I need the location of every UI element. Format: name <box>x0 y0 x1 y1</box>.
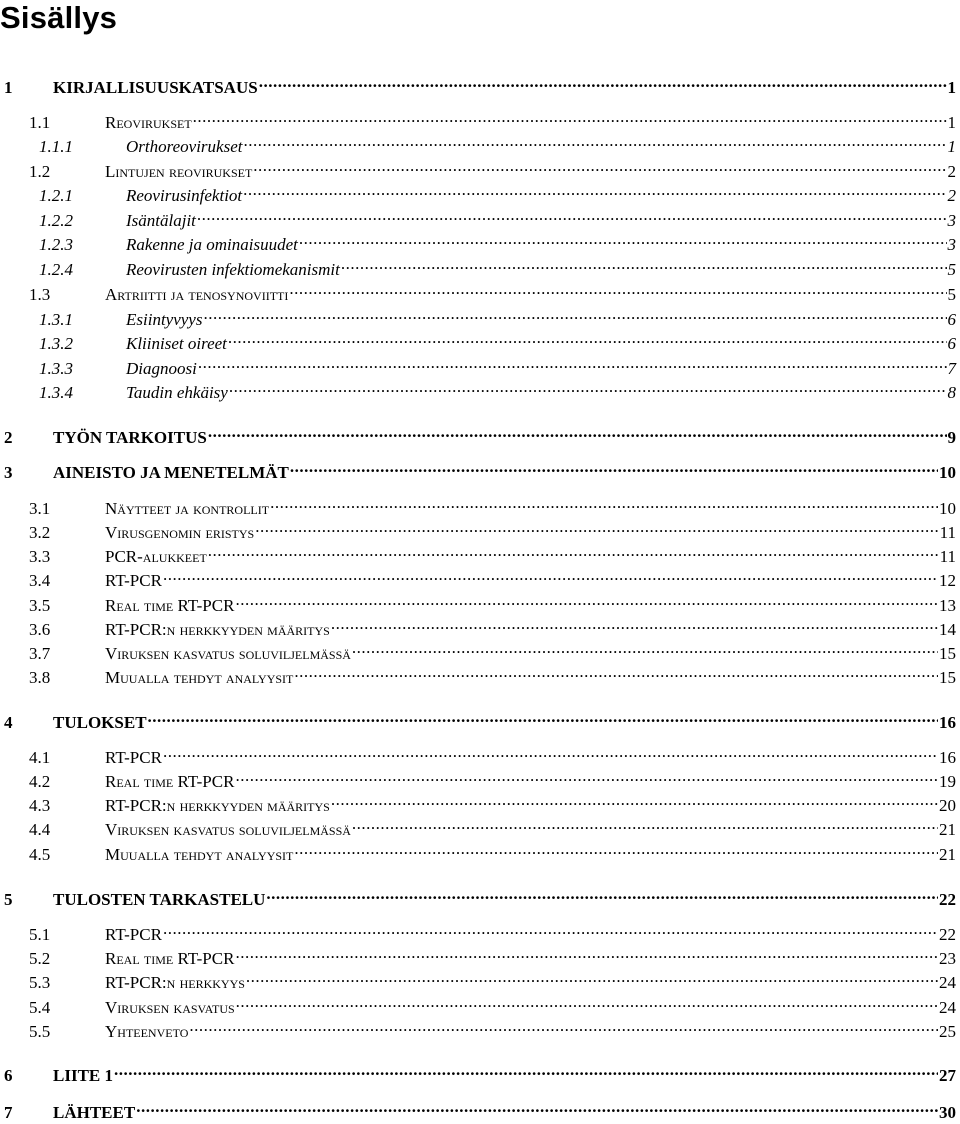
toc-entry-number: 1.3.2 <box>39 334 73 353</box>
toc-entry-number: 1.2.3 <box>39 235 73 254</box>
toc-entry-page-number: 8 <box>947 383 956 402</box>
toc-entry-number: 4.2 <box>29 772 51 791</box>
toc-entry[interactable] <box>29 838 956 866</box>
toc-entry-number: 2 <box>4 428 13 447</box>
toc-entry-page-number: 6 <box>947 310 956 329</box>
toc-entry-number: 3.4 <box>29 571 51 590</box>
toc-entry-page-number: 1 <box>947 137 956 156</box>
dot-leader <box>290 456 938 478</box>
toc-entry-number: 3.2 <box>29 523 51 542</box>
toc-entry-page-number: 25 <box>939 1022 956 1041</box>
toc-entry-page-number: 5 <box>947 260 956 279</box>
dot-leader <box>189 1015 938 1037</box>
toc-entry-number: 1.2 <box>29 162 51 181</box>
toc-entry-number: 4 <box>4 713 13 732</box>
toc-entry-title: RT-PCR:n herkkyyden määritys <box>105 796 330 815</box>
toc-entry-page-number: 1 <box>947 78 956 97</box>
toc-entry-page-number: 5 <box>947 285 956 304</box>
dot-leader <box>235 942 938 964</box>
toc-entry-title: LÄHTEET <box>53 1103 136 1122</box>
dot-leader <box>352 813 938 835</box>
dot-leader <box>246 966 938 988</box>
toc-entry-number: 1.3.4 <box>39 383 73 402</box>
toc-entry-title: Kliiniset oireet <box>126 334 227 353</box>
toc-entry-title: Diagnoosi <box>126 359 197 378</box>
toc-entry-number: 5 <box>4 890 13 909</box>
dot-leader <box>197 204 947 226</box>
toc-entry-number: 1.1 <box>29 113 51 132</box>
dot-leader <box>352 637 938 659</box>
toc-entry-page-number: 16 <box>939 748 956 767</box>
dot-leader <box>229 376 947 398</box>
toc-entry-title: Real time RT-PCR <box>105 772 235 791</box>
dot-leader <box>114 1059 938 1081</box>
dot-leader <box>253 155 946 177</box>
toc-entry[interactable] <box>4 706 956 734</box>
toc-entry-number: 7 <box>4 1103 13 1122</box>
toc-entry-page-number: 1 <box>947 113 956 132</box>
toc-entry-page-number: 7 <box>947 359 956 378</box>
toc-entry-number: 1.3.1 <box>39 310 73 329</box>
toc-entry-title: RT-PCR <box>105 748 162 767</box>
toc-entry[interactable] <box>39 179 956 207</box>
toc-entry-number: 4.5 <box>29 845 51 864</box>
dot-leader <box>243 130 946 152</box>
toc-entry[interactable] <box>39 376 956 404</box>
toc-entry[interactable] <box>29 564 956 592</box>
toc-entry-title: Lintujen reovirukset <box>105 162 253 181</box>
toc-entry-page-number: 2 <box>947 162 956 181</box>
toc-entry-title: Orthoreovirukset <box>126 137 243 156</box>
toc-entry-page-number: 22 <box>939 890 956 909</box>
toc-entry[interactable] <box>4 421 956 449</box>
toc-entry-title: Taudin ehkäisy <box>126 383 228 402</box>
toc-entry-page-number: 6 <box>947 334 956 353</box>
toc-entry-title: Reovirusinfektiot <box>126 186 243 205</box>
dot-leader <box>148 706 938 728</box>
toc-entry-title: Yhteenveto <box>105 1022 189 1041</box>
toc-entry[interactable] <box>4 883 956 911</box>
toc-entry[interactable] <box>39 327 956 355</box>
toc-entry-title: Rakenne ja ominaisuudet <box>126 235 298 254</box>
toc-entry-number: 4.1 <box>29 748 51 767</box>
toc-entry-title: Virusgenomin eristys <box>105 523 255 542</box>
toc-entry-number: 5.4 <box>29 998 51 1017</box>
toc-entry-page-number: 3 <box>947 235 956 254</box>
dot-leader <box>294 661 938 683</box>
toc-entry-page-number: 11 <box>939 547 956 566</box>
toc-entry-page-number: 20 <box>939 796 956 815</box>
toc-entry-title: TULOSTEN TARKASTELU <box>53 890 266 909</box>
toc-entry-title: Muualla tehdyt analyysit <box>105 668 294 687</box>
dot-leader <box>163 564 938 586</box>
toc-entry-page-number: 11 <box>939 523 956 542</box>
toc-entry-title: Real time RT-PCR <box>105 949 235 968</box>
dot-leader <box>243 179 946 201</box>
toc-entry-number: 1.2.1 <box>39 186 73 205</box>
toc-entry-title: KIRJALLISUUSKATSAUS <box>53 78 258 97</box>
toc-entry-page-number: 27 <box>939 1066 956 1085</box>
toc-entry-page-number: 3 <box>947 211 956 230</box>
dot-leader <box>236 991 938 1013</box>
toc-entry-title: Muualla tehdyt analyysit <box>105 845 294 864</box>
toc-entry-title: Viruksen kasvatus soluviljelmässä <box>105 820 351 839</box>
toc-entry-number: 1.2.2 <box>39 211 73 230</box>
toc-entry-page-number: 21 <box>939 845 956 864</box>
dot-leader <box>259 71 947 93</box>
toc-entry-page-number: 9 <box>947 428 956 447</box>
toc-entry-title: TULOKSET <box>53 713 147 732</box>
dot-leader <box>208 540 939 562</box>
toc-entry[interactable] <box>4 71 956 99</box>
dot-leader <box>289 278 946 300</box>
toc-entry-number: 3.5 <box>29 596 51 615</box>
toc-entry-number: 1.1.1 <box>39 137 73 156</box>
toc-entry[interactable] <box>29 278 956 306</box>
toc-entry-page-number: 24 <box>939 973 956 992</box>
toc-entry-number: 3.6 <box>29 620 51 639</box>
toc-entry-title: AINEISTO JA MENETELMÄT <box>53 463 289 482</box>
toc-entry-page-number: 24 <box>939 998 956 1017</box>
toc-entry-page-number: 10 <box>939 499 956 518</box>
dot-leader <box>208 421 947 443</box>
dot-leader <box>299 228 947 250</box>
toc-entry-title: Esiintyvyys <box>126 310 203 329</box>
toc-entry-title: RT-PCR:n herkkyys <box>105 973 245 992</box>
toc-entry-number: 5.2 <box>29 949 51 968</box>
toc-entry-page-number: 19 <box>939 772 956 791</box>
toc-entry-title: RT-PCR <box>105 925 162 944</box>
toc-entry-page-number: 10 <box>939 463 956 482</box>
toc-entry-page-number: 2 <box>947 186 956 205</box>
dot-leader <box>266 883 938 905</box>
toc-entry-number: 3.8 <box>29 668 51 687</box>
dot-leader <box>331 789 938 811</box>
toc-entry[interactable] <box>29 1015 956 1043</box>
toc-entry-number: 1.3.3 <box>39 359 73 378</box>
toc-entry[interactable] <box>4 1096 956 1124</box>
toc-entry-number: 1.3 <box>29 285 51 304</box>
toc-entry-title: Näytteet ja kontrollit <box>105 499 270 518</box>
toc-entry-page-number: 15 <box>939 644 956 663</box>
toc-entry[interactable] <box>29 966 956 994</box>
dot-leader <box>228 327 947 349</box>
toc-entry-title: Viruksen kasvatus <box>105 998 235 1017</box>
dot-leader <box>331 613 938 635</box>
toc-entry-title: PCR-alukkeet <box>105 547 207 566</box>
toc-entry-page-number: 23 <box>939 949 956 968</box>
dot-leader <box>235 589 938 611</box>
toc-entry-page-number: 15 <box>939 668 956 687</box>
toc-entry-page-number: 13 <box>939 596 956 615</box>
toc-entry[interactable] <box>39 228 956 256</box>
toc-entry[interactable] <box>29 813 956 841</box>
toc-entry-title: Isäntälajit <box>126 211 196 230</box>
dot-leader <box>294 838 938 860</box>
toc-entry-number: 1 <box>4 78 13 97</box>
dot-leader <box>203 303 946 325</box>
toc-entry-number: 3.1 <box>29 499 51 518</box>
toc-entry-page-number: 30 <box>939 1103 956 1122</box>
toc-entry-number: 5.3 <box>29 973 51 992</box>
toc-entry[interactable] <box>29 661 956 689</box>
dot-leader <box>163 918 938 940</box>
toc-entry-number: 3 <box>4 463 13 482</box>
dot-leader <box>255 516 938 538</box>
toc-entry[interactable] <box>39 130 956 158</box>
toc-entry-page-number: 16 <box>939 713 956 732</box>
toc-entry[interactable] <box>4 456 956 484</box>
toc-entry-number: 1.2.4 <box>39 260 73 279</box>
toc-entry-title: Reovirusten infektiomekanismit <box>126 260 340 279</box>
toc-entry-page-number: 12 <box>939 571 956 590</box>
toc-entry-number: 3.7 <box>29 644 51 663</box>
toc-entry-number: 3.3 <box>29 547 51 566</box>
toc-entry-title: RT-PCR <box>105 571 162 590</box>
toc-entry-number: 4.3 <box>29 796 51 815</box>
toc-entry-title: RT-PCR:n herkkyyden määritys <box>105 620 330 639</box>
toc-entry-page-number: 14 <box>939 620 956 639</box>
toc-entry-number: 5.5 <box>29 1022 51 1041</box>
toc-entry-title: TYÖN TARKOITUS <box>53 428 207 447</box>
toc-entry-page-number: 22 <box>939 925 956 944</box>
dot-leader <box>235 765 938 787</box>
dot-leader <box>198 352 947 374</box>
toc-entry-number: 4.4 <box>29 820 51 839</box>
dot-leader <box>136 1096 938 1118</box>
toc-entry-title: Reovirukset <box>105 113 192 132</box>
toc-entry-title: Artriitti ja tenosynoviitti <box>105 285 289 304</box>
toc-entry-title: Real time RT-PCR <box>105 596 235 615</box>
toc-entry[interactable] <box>39 253 956 281</box>
page-title: Sisällys <box>0 0 118 35</box>
dot-leader <box>270 492 938 514</box>
toc-entry-number: 5.1 <box>29 925 51 944</box>
toc-entry[interactable] <box>4 1059 956 1087</box>
toc-entry-title: LIITE 1 <box>53 1066 113 1085</box>
dot-leader <box>193 106 947 128</box>
dot-leader <box>341 253 947 275</box>
toc-entry-number: 6 <box>4 1066 13 1085</box>
toc-entry-page-number: 21 <box>939 820 956 839</box>
toc-entry-title: Viruksen kasvatus soluviljelmässä <box>105 644 351 663</box>
dot-leader <box>163 741 938 763</box>
